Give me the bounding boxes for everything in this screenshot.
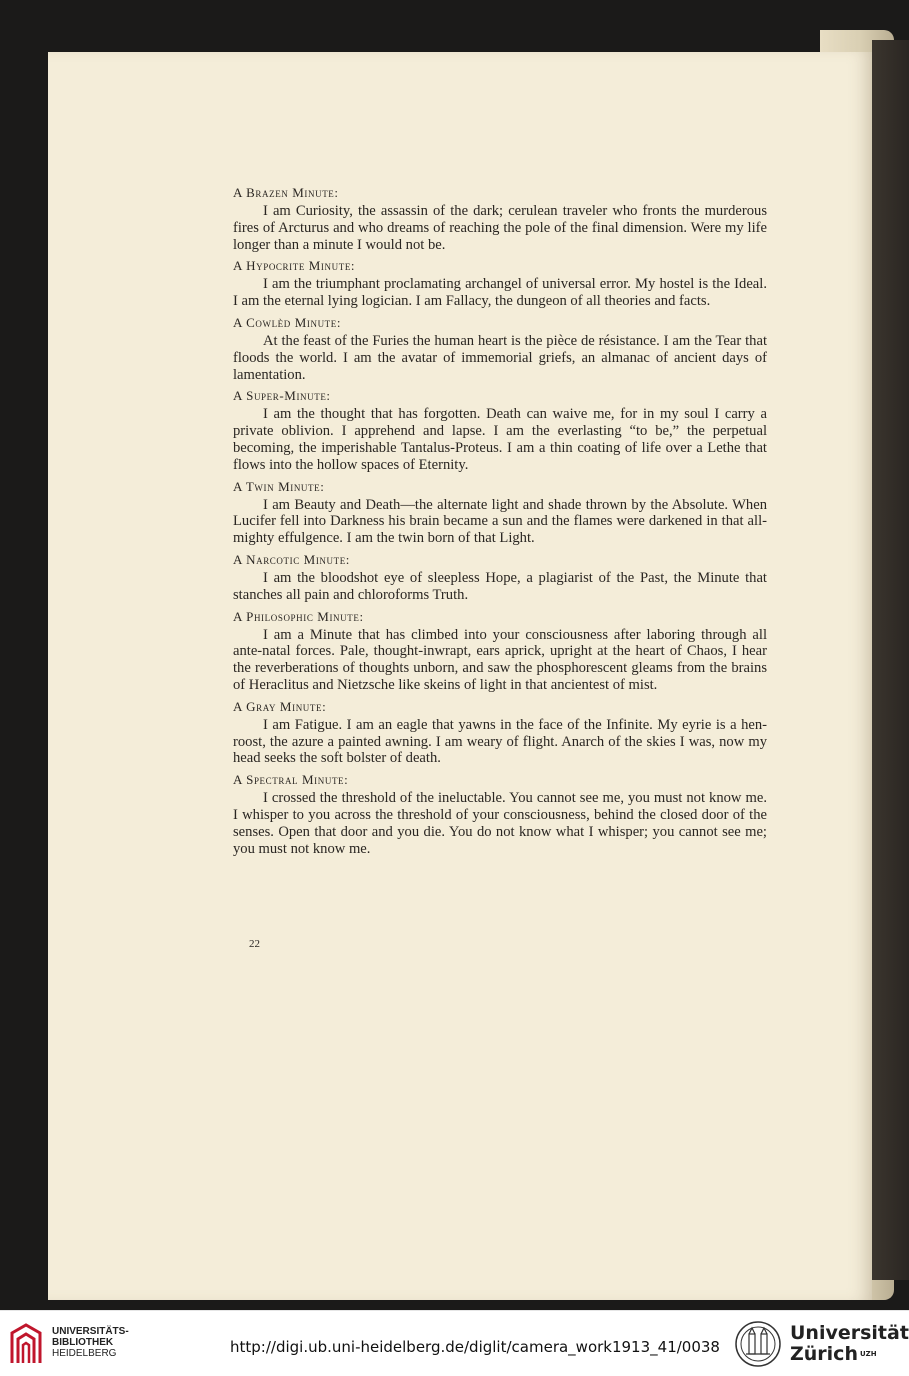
uzh-line-2 xyxy=(790,1344,909,1365)
entry-philosophic xyxy=(233,608,767,694)
library-line-3: HEIDELBERG xyxy=(52,1348,117,1359)
entry-hypocrite xyxy=(233,257,767,310)
library-line-2: BIBLIOTHEK xyxy=(52,1337,114,1348)
uzh-line-1: Universität xyxy=(790,1322,909,1344)
entry-spectral xyxy=(233,771,767,857)
heidelberg-library-name[interactable] xyxy=(52,1326,129,1359)
library-line-1: UNIVERSITÄTS- xyxy=(52,1326,129,1337)
permalink-url[interactable]: http://digi.ub.uni-heidelberg.de/diglit/camera_work1913_41/0038 xyxy=(230,1338,720,1356)
entry-title: A Twin Minute: xyxy=(233,478,325,494)
entry-title: A Gray Minute: xyxy=(233,698,327,714)
entry-brazen xyxy=(233,184,767,253)
entry-super xyxy=(233,387,767,473)
page-number: 22 xyxy=(249,938,260,950)
uzh-wordmark[interactable] xyxy=(790,1323,909,1365)
entry-body: I am Fatigue. I am an eagle that yawns in the face of the Infinite. My eyrie is a hen-roost, the azure a painted awning. I am weary of flight. Anarch of the skies I was, now my head seeks the soft bolster of death. xyxy=(233,716,767,767)
entry-body: I am Beauty and Death—the alternate light and shade thrown by the Absolute. When Lucifer fell into Darkness his brain became a sun and the flames were darkened in that all-mighty effulgence. I am the twin born of that Light. xyxy=(233,496,767,547)
entry-body: I am Curiosity, the assassin of the dark; cerulean traveler who fronts the murderous fires of Arcturus and who dreams of reaching the pole of the final dimension. Were my life longer than a minute I would not be. xyxy=(233,203,767,253)
entry-title: A Hypocrite Minute: xyxy=(233,258,356,274)
entry-title: A Philosophic Minute: xyxy=(233,608,364,624)
entry-body: I am a Minute that has climbed into your consciousness after laboring through all ante-natal forces. Pale, thought-inwrapt, ears aprick, upright at the heart of Chaos, I hear the reverberations of thoughts unborn, and saw the phosphorescent gleams from the brains of Heraclitus and Nietzsche like skeins of light in that ancientest of mist. xyxy=(233,626,767,693)
entry-title: A Brazen Minute: xyxy=(233,185,339,200)
page-text xyxy=(233,180,767,860)
entry-body: I am the thought that has forgotten. Death can waive me, for in my soul I carry a private oblivion. I apprehend and lapse. I am the everlasting “to be,” the perpetual becoming, the imperishable Tantalus-Proteus. I am a thin coating of life over a Lethe that flows into the hollow spaces of Eternity. xyxy=(233,406,767,473)
uzh-seal-icon[interactable] xyxy=(734,1320,782,1368)
entry-title: A Cowlèd Minute: xyxy=(233,314,342,330)
entry-body: At the feast of the Furies the human heart is the pièce de résistance. I am the Tear that floods the world. I am the avatar of immemorial griefs, an almanac of ancient days of lamentation. xyxy=(233,332,767,383)
uzh-zurich: Zürich xyxy=(790,1343,858,1365)
entry-cowled xyxy=(233,314,767,383)
heidelberg-library-logo-icon[interactable] xyxy=(8,1323,44,1365)
viewer-footer xyxy=(0,1310,909,1376)
entry-body: I am the bloodshot eye of sleepless Hope, a plagiarist of the Past, the Minute that stanches all pain and chloroforms Truth. xyxy=(233,569,767,603)
entry-body: I am the triumphant proclamating archangel of universal error. My hostel is the Ideal. I am the eternal lying logician. I am Fallacy, the dungeon of all theories and facts. xyxy=(233,276,767,310)
entry-gray xyxy=(233,698,767,767)
entry-title: A Super-Minute: xyxy=(233,388,331,404)
entry-narcotic xyxy=(233,551,767,604)
entry-title: A Narcotic Minute: xyxy=(233,551,351,567)
book-cover-edge xyxy=(872,40,909,1280)
entry-body: I crossed the threshold of the ineluctable. You cannot see me, you must not know me. I whisper to you across the threshold of your consciousness, behind the closed door of the senses. Open that door and you die. You do not know what I whisper; you cannot see me; you must not know me. xyxy=(233,790,767,857)
uzh-superscript: UZH xyxy=(859,1350,877,1358)
entry-title: A Spectral Minute: xyxy=(233,772,349,788)
entry-twin xyxy=(233,478,767,547)
